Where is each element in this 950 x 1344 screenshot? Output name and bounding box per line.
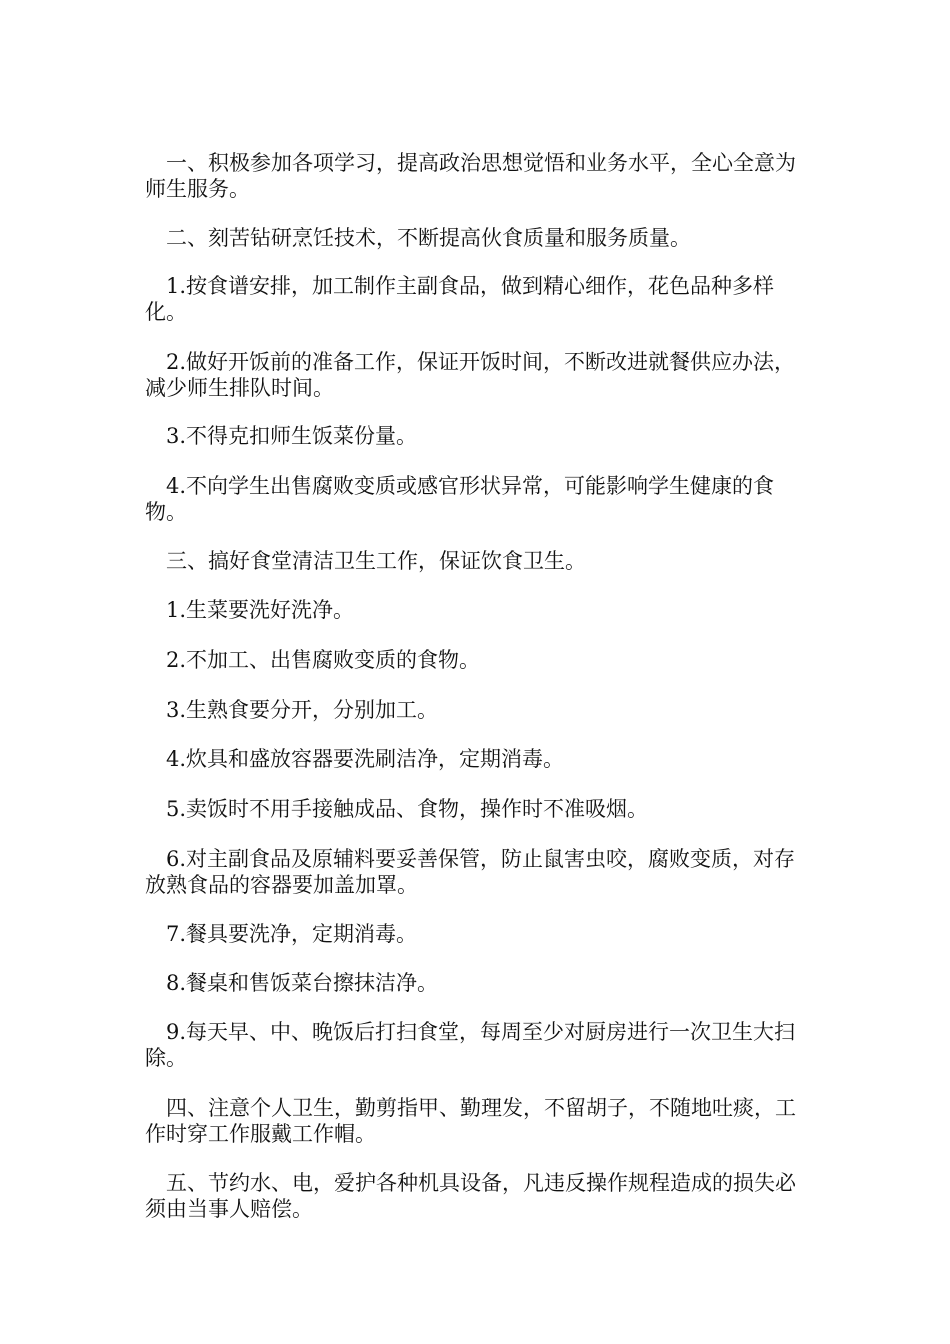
paragraph-9: 2.不加工、出售腐败变质的食物。 xyxy=(166,648,481,672)
paragraph-12: 5.卖饭时不用手接触成品、食物，操作时不准吸烟。 xyxy=(166,797,649,821)
paragraph-1: 一、积极参加各项学习，提高政治思想觉悟和业务水平，全心全意为师生服务。 xyxy=(145,151,796,201)
paragraph-7: 三、搞好食堂清洁卫生工作，保证饮食卫生。 xyxy=(166,549,586,573)
paragraph-6: 4.不向学生出售腐败变质或感官形状异常，可能影响学生健康的食物。 xyxy=(145,474,775,524)
paragraph-15: 8.餐桌和售饭菜台擦抹洁净。 xyxy=(166,971,439,995)
paragraph-13: 6.对主副食品及原辅料要妥善保管，防止鼠害虫咬，腐败变质，对存放熟食品的容器要加盖加罩。 xyxy=(145,847,796,897)
paragraph-8: 1.生菜要洗好洗净。 xyxy=(166,598,355,622)
paragraph-14: 7.餐具要洗净，定期消毒。 xyxy=(166,922,418,946)
paragraph-11: 4.炊具和盛放容器要洗刷洁净，定期消毒。 xyxy=(166,747,565,771)
paragraph-4: 2.做好开饭前的准备工作，保证开饭时间，不断改进就餐供应办法，减少师生排队时间。 xyxy=(145,350,796,400)
paragraph-5: 3.不得克扣师生饭菜份量。 xyxy=(166,424,418,448)
paragraph-17: 四、注意个人卫生，勤剪指甲、勤理发，不留胡子，不随地吐痰，工作时穿工作服戴工作帽。 xyxy=(145,1096,796,1146)
paragraph-3: 1.按食谱安排，加工制作主副食品，做到精心细作，花色品种多样化。 xyxy=(145,274,775,324)
paragraph-2: 二、刻苦钻研烹饪技术，不断提高伙食质量和服务质量。 xyxy=(166,226,691,250)
paragraph-10: 3.生熟食要分开，分别加工。 xyxy=(166,698,439,722)
paragraph-16: 9.每天早、中、晚饭后打扫食堂，每周至少对厨房进行一次卫生大扫除。 xyxy=(145,1020,796,1070)
paragraph-18: 五、节约水、电，爱护各种机具设备，凡违反操作规程造成的损失必须由当事人赔偿。 xyxy=(145,1171,796,1221)
